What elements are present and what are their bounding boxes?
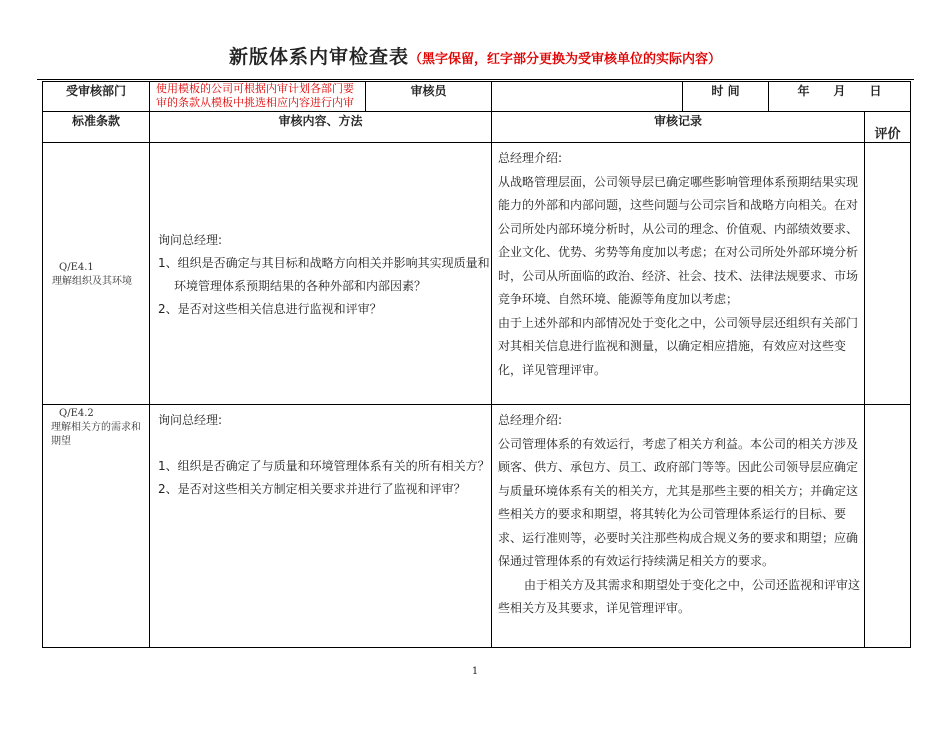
- record-intro: 总经理介绍:: [498, 413, 563, 427]
- col-evaluation-header: 评价: [865, 112, 911, 143]
- method-cell: [150, 143, 492, 405]
- record-paragraph: 公司管理体系的有效运行，考虑了相关方利益。本公司的相关方涉及顾客、供方、承包方、员工、政府部门等等。因此公司领导层应确定与质量环境体系有关的相关方，尤其是那些主要的相关方；并确定这些相关方的要求和期望，将其转化为公司管理体系运行的目标、要求、运行准则等，必要时关注那些构成合规义务的要求和期望；应确保通过管理体系的有效运行持续满足相关方的要求。: [498, 436, 859, 568]
- clause-title: 理解相关方的需求和期望: [51, 422, 141, 447]
- dept-note-line: 使用模板的公司可根据内审计划各部门要: [156, 82, 354, 95]
- clause-title: 理解组织及其环境: [52, 276, 132, 287]
- page-number: 1: [471, 666, 479, 677]
- clause-code: Q/E4.2: [59, 408, 94, 419]
- method-item: 2、是否对这些相关信息进行监视和评审？: [158, 302, 382, 316]
- title-main: 新版体系内审检查表: [228, 46, 409, 68]
- method-cell: [150, 405, 492, 648]
- col-record-header: 审核记录: [492, 112, 865, 143]
- method-item: 1、组织是否确定与其目标和战略方向相关并影响其实现质量和环境管理体系预期结果的各种外部和内部因素？: [158, 256, 490, 293]
- method-intro: 询问总经理:: [158, 413, 223, 427]
- method-item: 1、组织是否确定了与质量和环境管理体系有关的所有相关方？: [158, 459, 490, 473]
- dept-value[interactable]: [150, 82, 366, 112]
- auditor-label: 审核员: [366, 82, 492, 112]
- auditor-value[interactable]: [492, 82, 683, 112]
- record-paragraph: 从战略管理层面，公司领导层已确定哪些影响管理体系预期结果实现能力的外部和内部问题，这些问题与公司宗旨和战略方向相关。在对公司所处内部环境分析时，从公司的理念、价值观、内部绩效要求、企业文化、优势、劣势等角度加以考虑；在对公司所处外部环境分析时，公司从所面临的政治、经济、社会、技术、法律法规要求、市场竞争环境、自然环境、能源等角度加以考虑；: [498, 174, 859, 306]
- audit-checklist-table: [42, 81, 911, 648]
- document-title: [0, 42, 950, 69]
- col-clause-header: 标准条款: [43, 112, 150, 143]
- record-paragraph: 由于上述外部和内部情况处于变化之中，公司领导层还组织有关部门对其相关信息进行监视和测量，以确定相应措施，有效应对这些变化，详见管理评审。: [498, 315, 859, 377]
- time-label: 时 间: [683, 82, 769, 112]
- clause-code: Q/E4.1: [59, 262, 94, 273]
- table-row: [43, 143, 911, 405]
- column-header-row: [43, 112, 911, 143]
- dept-label: 受审核部门: [43, 82, 150, 112]
- date-value[interactable]: 年 月 日: [769, 82, 911, 112]
- top-rule: [37, 79, 914, 80]
- record-paragraph: 由于相关方及其需求和期望处于变化之中，公司还监视和评审这些相关方及其要求，详见管理评审。: [498, 577, 861, 615]
- evaluation-cell[interactable]: [865, 405, 911, 648]
- header-row: [43, 82, 911, 112]
- record-cell: [492, 405, 865, 648]
- method-item: 2、是否对这些相关方制定相关要求并进行了监视和评审？: [158, 482, 466, 496]
- record-intro: 总经理介绍:: [498, 151, 563, 165]
- clause-cell: [43, 405, 150, 648]
- title-note: （黑字保留，红字部分更换为受审核单位的实际内容）: [409, 52, 722, 67]
- clause-cell: [43, 143, 150, 405]
- evaluation-cell[interactable]: [865, 143, 911, 405]
- record-cell: [492, 143, 865, 405]
- method-intro: 询问总经理:: [158, 233, 223, 247]
- col-method-header: 审核内容、方法: [150, 112, 492, 143]
- dept-note-line: 审的条款从模板中挑选相应内容进行内审: [156, 96, 354, 109]
- table-row: [43, 405, 911, 648]
